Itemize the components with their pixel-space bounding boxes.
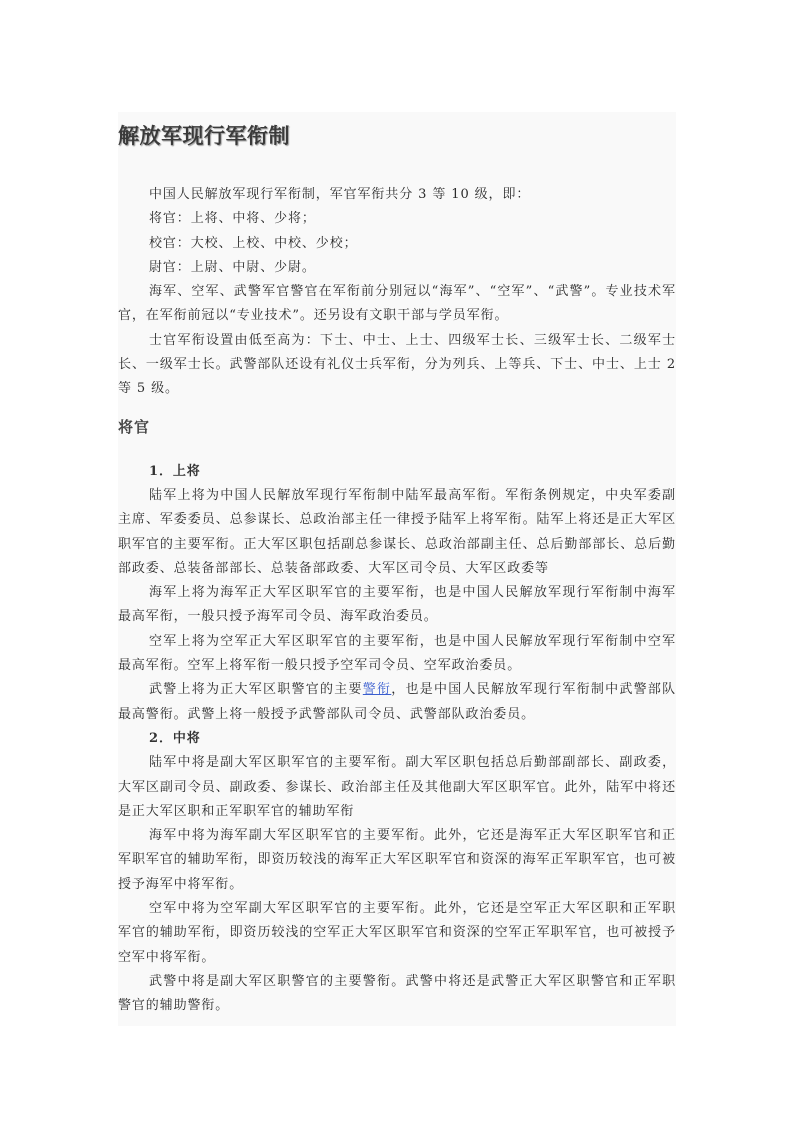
lieutenant-general-paragraph: 陆军中将是副大军区职军官的主要军衔。副大军区职包括总后勤部副部长、副政委，大军区副司令员、副政委、参谋长、政治部主任及其他副大军区职军官。此外，陆军中将还是正大军区职和正军职军官的辅助军衔	[118, 755, 676, 819]
intro-paragraph: 校官：大校、上校、中校、少校；	[149, 235, 358, 251]
subheading-lieutenant-general: 2．中将	[149, 730, 201, 746]
general-paragraph: 海军上将为海军正大军区职军官的主要军衔，也是中国人民解放军现行军衔制中海军最高军衔，一般只授予海军司令员、海军政治委员。	[118, 585, 676, 625]
lieutenant-general-paragraph: 海军中将为海军副大军区职军官的主要军衔。此外，它还是海军正大军区职军官和正军职军官的辅助军衔，即资历较浅的海军正大军区职军官和资深的海军正军职军官，也可被授予海军中将军衔。	[118, 828, 676, 892]
armed-police-text-end: ，也是中国人民解放军现行军衔制中武警部队最高警衔。武警上将一般授予武警部队司令员、武警部队政治委员。	[118, 682, 676, 722]
intro-paragraph: 海军、空军、武警军官警官在军衔前分别冠以“海军”、“空军”、“武警”。专业技术军官，在军衔前冠以“专业技术”。还另设有文职干部与学员军衔。	[118, 284, 676, 324]
general-paragraph: 空军上将为空军正大军区职军官的主要军衔，也是中国人民解放军现行军衔制中空军最高军衔。空军上将军衔一般只授予空军司令员、空军政治委员。	[118, 633, 676, 674]
intro-paragraph: 士官军衔设置由低至高为：下士、中士、上士、四级军士长、三级军士长、二级军士长、一级军士长。武警部队还设有礼仪士兵军衔，分为列兵、上等兵、下士、中士、上士 2 等 5 级。	[118, 332, 676, 397]
intro-paragraph: 将官：上将、中将、少将；	[149, 211, 316, 227]
lieutenant-general-paragraph: 空军中将为空军副大军区职军官的主要军衔。此外，它还是空军正大军区职和正军职军官的辅助军衔，即资历较浅的空军正大军区职军官和资深的空军正军职军官，也可被授予空军中将军衔。	[118, 901, 676, 965]
document-title: 解放军现行军衔制	[118, 124, 290, 148]
section-heading-general-officers: 将官	[118, 417, 151, 436]
police-rank-link[interactable]: 警衔	[362, 682, 392, 698]
armed-police-general-paragraph	[118, 678, 676, 727]
subheading-general: 1．上将	[149, 463, 201, 479]
intro-block	[118, 183, 676, 402]
document-content	[118, 112, 676, 1026]
armed-police-text-start: 武警上将为正大军区职警官的主要	[149, 682, 363, 698]
intro-paragraph: 尉官：上尉、中尉、少尉。	[149, 259, 316, 275]
intro-paragraph: 中国人民解放军现行军衔制，军官军衔共分 3 等 10 级，即：	[149, 187, 531, 202]
general-paragraph: 陆军上将为中国人民解放军现行军衔制中陆军最高军衔。军衔条例规定，中央军委副主席、军委委员、总参谋长、总政治部主任一律授予陆军上将军衔。陆军上将还是正大军区职军官的主要军衔。正大军区职包括副总参谋长、总政治部副主任、总后勤部部长、总后勤部政委、总装备部部长、总装备部政委、大军区司令员、大军区政委等	[118, 487, 676, 576]
lieutenant-general-paragraph: 武警中将是副大军区职警官的主要警衔。武警中将还是武警正大军区职警官和正军职警官的辅助警衔。	[118, 973, 676, 1014]
